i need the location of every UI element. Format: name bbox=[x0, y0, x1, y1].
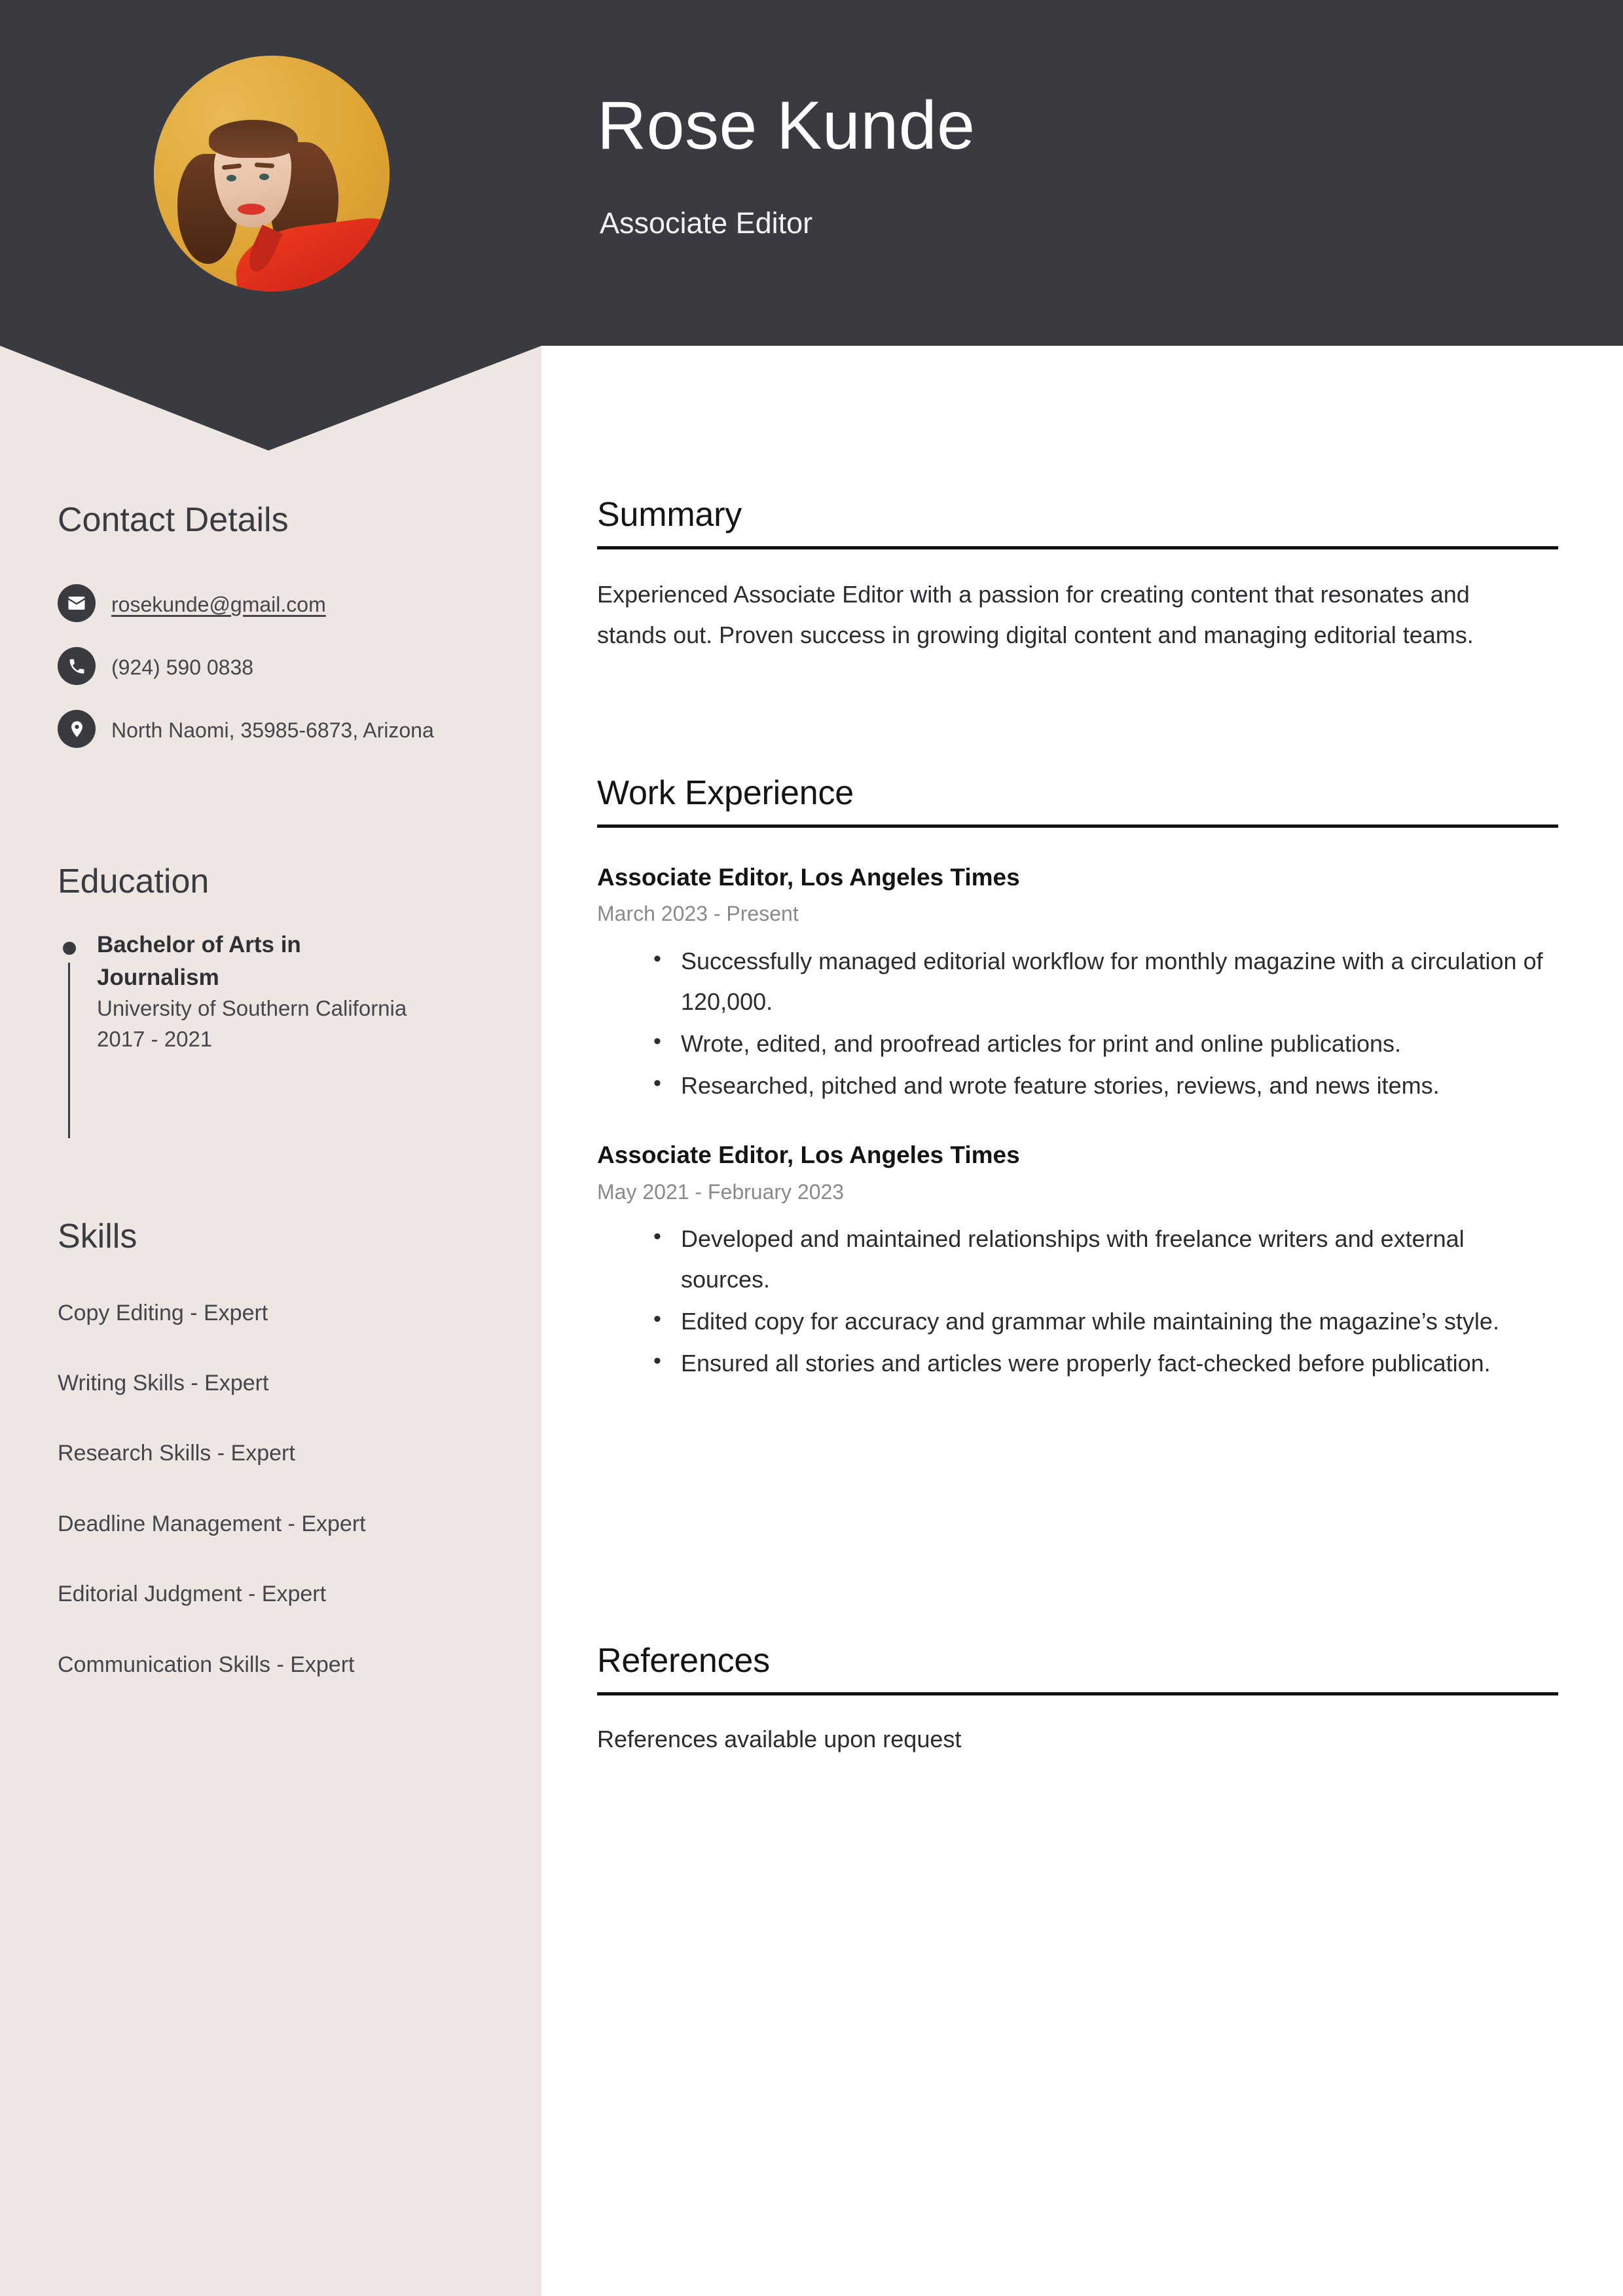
education-bullet-icon bbox=[63, 942, 76, 955]
summary-divider bbox=[597, 546, 1558, 549]
work-experience-divider bbox=[597, 824, 1558, 828]
envelope-icon bbox=[58, 584, 96, 622]
job-bullet-list bbox=[597, 1219, 1558, 1384]
job-bullet: • Developed and maintained relationships with freelance writers and external sources. bbox=[681, 1219, 1558, 1300]
contact-item-phone[interactable] bbox=[58, 647, 253, 685]
references-text: References available upon request bbox=[597, 1726, 962, 1752]
job-title: Associate Editor, Los Angeles Times bbox=[597, 1141, 1020, 1169]
education-degree: Bachelor of Arts in Journalism bbox=[97, 932, 301, 990]
summary-text: Experienced Associate Editor with a passion for creating content that resonates and stands out. Proven success in growing digital content and managing editorial teams. bbox=[597, 581, 1474, 648]
job-bullet: • Edited copy for accuracy and grammar while maintaining the magazine’s style. bbox=[681, 1301, 1558, 1342]
job-bullet: • Successfully managed editorial workflow for monthly magazine with a circulation of 120,000. bbox=[681, 941, 1558, 1022]
skill-item: Writing Skills - Expert bbox=[58, 1371, 269, 1396]
skill-item: Editorial Judgment - Expert bbox=[58, 1582, 327, 1606]
email-value[interactable]: rosekunde@gmail.com bbox=[111, 593, 326, 616]
job-bullet: • Researched, pitched and wrote feature stories, reviews, and news items. bbox=[681, 1065, 1558, 1106]
references-heading: References bbox=[597, 1642, 770, 1680]
job-bullet: • Ensured all stories and articles were properly fact-checked before publication. bbox=[681, 1343, 1558, 1384]
job-bullet: • Wrote, edited, and proofread articles for print and online publications. bbox=[681, 1024, 1558, 1064]
candidate-name: Rose Kunde bbox=[597, 88, 976, 164]
summary-heading: Summary bbox=[597, 496, 742, 534]
contact-details-heading: Contact Details bbox=[58, 501, 289, 539]
work-experience-heading: Work Experience bbox=[597, 774, 854, 812]
skill-item: Communication Skills - Expert bbox=[58, 1652, 355, 1677]
education-entry bbox=[97, 929, 424, 1055]
references-section bbox=[597, 1644, 1558, 1758]
phone-value[interactable]: (924) 590 0838 bbox=[111, 656, 254, 679]
job-dates: March 2023 - Present bbox=[597, 902, 799, 926]
skill-item: Deadline Management - Expert bbox=[58, 1511, 366, 1536]
job-bullet-list bbox=[597, 941, 1558, 1106]
skill-item: Copy Editing - Expert bbox=[58, 1301, 268, 1325]
contact-item-email[interactable] bbox=[58, 584, 326, 622]
job-entry bbox=[597, 863, 1558, 1105]
location-pin-icon bbox=[58, 710, 96, 748]
education-school: University of Southern California bbox=[97, 996, 407, 1021]
education-years: 2017 - 2021 bbox=[97, 1027, 213, 1052]
job-entry bbox=[597, 1141, 1558, 1383]
contact-item-address bbox=[58, 710, 434, 748]
address-value: North Naomi, 35985-6873, Arizona bbox=[111, 718, 434, 742]
education-heading: Education bbox=[58, 862, 210, 900]
job-title: Associate Editor, Los Angeles Times bbox=[597, 864, 1020, 891]
sidebar bbox=[0, 0, 541, 2296]
phone-icon bbox=[58, 647, 96, 685]
summary-section bbox=[597, 498, 1558, 656]
education-timeline-rule bbox=[68, 963, 70, 1138]
job-dates: May 2021 - February 2023 bbox=[597, 1179, 845, 1204]
skill-item: Research Skills - Expert bbox=[58, 1441, 295, 1466]
work-experience-section bbox=[597, 776, 1558, 1385]
skills-heading: Skills bbox=[58, 1217, 137, 1255]
candidate-role: Associate Editor bbox=[600, 206, 813, 240]
references-divider bbox=[597, 1692, 1558, 1695]
